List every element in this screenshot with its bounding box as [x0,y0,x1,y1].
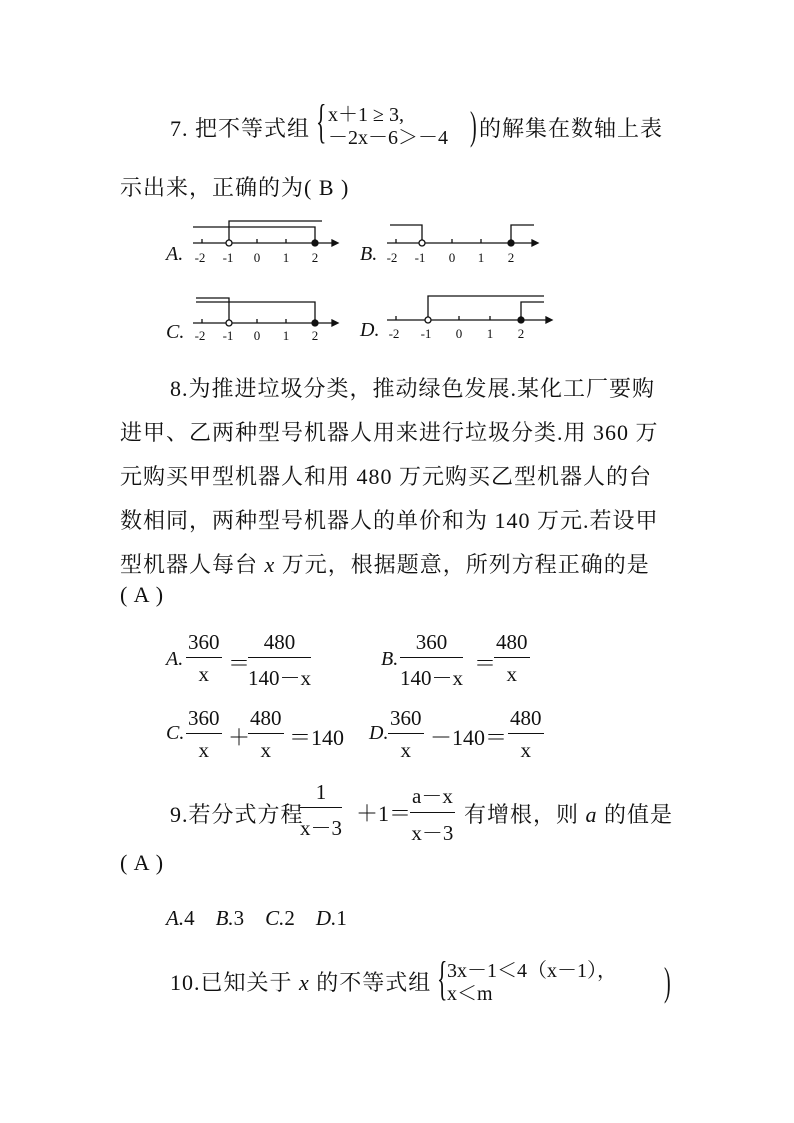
numerator: 360 [388,706,424,734]
q8-var-x: x [264,552,276,577]
q7c-tick: 2 [311,328,319,342]
q8-line3: 元购买甲型机器人和用 480 万元购买乙型机器人的台 [120,464,653,489]
q9-prefix: 9.若分式方程 [170,802,304,827]
q8-a-frac2 [248,630,311,692]
q8-b-label: B. [381,648,399,670]
q9-suffix-post: 的值是 [597,802,674,827]
q7b-tick: 0 [448,250,456,265]
q9-suffix [464,798,673,829]
denominator: x [400,738,411,762]
q7a-tick: -1 [222,250,234,265]
q8-line5 [120,548,650,579]
q8-line1: 8.为推进垃圾分类，推动绿色发展.某化工厂要购 [170,376,656,401]
q7-prefix: 7. 把不等式组 [170,116,311,141]
q10-ineq-1: 3x－1＜4（x－1）， [447,960,617,982]
q7-left-brace: { [316,95,327,148]
q8-line4: 数相同，两种型号机器人的单价和为 140 万元.若设甲 [120,508,659,533]
q7d-tick: 1 [486,326,494,341]
q9-choice-a-value: 4 [184,906,195,930]
numerator: a－x [410,780,455,813]
q8-b-eq: ＝ [474,651,497,676]
q7-suffix: 的解集在数轴上表 [479,116,664,141]
q7-system [328,104,448,150]
q7b-tick: 1 [477,250,485,265]
denominator: 140－x [248,666,311,690]
q7-ineq-2: －2x－6＞－4 [328,127,448,149]
numerator: 360 [400,630,463,658]
q8-c-label: C. [166,722,185,744]
numerator: 480 [508,706,544,734]
q9-var-a: a [585,802,598,827]
q7d-tick: 2 [517,326,525,341]
numerator: 360 [186,630,222,658]
q7-option-c-label: C. [166,321,185,343]
q7-option-b-label: B. [360,243,378,265]
q8-d-frac1 [388,706,424,763]
q7c-tick: 1 [282,328,290,342]
numerator: 1 [300,780,342,808]
q9-choice-d-label: D. [315,906,337,930]
q8-c-rest: ＝140 [289,725,345,750]
numerator: 480 [248,706,284,734]
q8-b-frac1 [400,630,463,692]
q8-line5-post: 万元，根据题意，所列方程正确的是 [275,552,650,577]
q10-system [447,960,617,1006]
denominator: x [198,738,209,762]
q10-right-paren: ) [664,959,671,1004]
q10-prefix [170,966,431,997]
q7d-tick: -2 [388,326,400,341]
q7b-tick: -2 [386,250,398,265]
q8-c-plus: ＋ [228,725,251,750]
numerator: 480 [494,630,530,658]
q7-line2: 示出来，正确的为( B ) [120,175,350,200]
q9-answer: ( A ) [120,850,165,875]
q10-mid: 的不等式组 [309,970,432,995]
q7a-tick: 1 [282,250,290,265]
q9-choice-b-label: B. [215,906,234,930]
q10-ineq-2: x＜m [447,983,493,1005]
q9-frac1 [300,780,342,842]
q7-option-d-label: D. [360,319,380,341]
q8-a-eq: ＝ [228,651,251,676]
q7c-tick: 0 [253,328,261,342]
numerator: 480 [248,630,311,658]
q7-ineq-1: x＋1 ≥ 3, [328,104,404,126]
q8-answer: ( A ) [120,582,165,607]
q8-d-label: D. [369,722,389,744]
q9-mid: ＋1＝ [356,801,412,826]
q8-line5-pre: 型机器人每台 [120,552,265,577]
q7-option-a-label: A. [166,243,184,265]
q8-b-frac2 [494,630,530,687]
q7c-tick: -1 [222,328,234,342]
q8-c-frac1 [186,706,222,763]
q7a-tick: 0 [253,250,261,265]
q7d-tick: -1 [420,326,432,341]
q9-choice-a-label: A. [166,906,185,930]
denominator: x [520,738,531,762]
q8-d-frac2 [508,706,544,763]
q7a-tick: -2 [194,250,206,265]
q7c-tick: -2 [194,328,206,342]
q7b-tick: 2 [507,250,515,265]
denominator: x [260,738,271,762]
q7a-tick: 2 [311,250,319,265]
q9-choice-d-value: 1 [336,906,347,930]
q8-line2: 进甲、乙两种型号机器人用来进行垃圾分类.用 360 万 [120,420,659,445]
q8-d-rest: －140＝ [430,725,508,750]
numerator: 360 [186,706,222,734]
q7b-tick: -1 [414,250,426,265]
denominator: x [506,662,517,686]
q10-prefix-text: 10.已知关于 [170,970,300,995]
q9-frac2 [410,780,455,847]
q7d-tick: 0 [455,326,463,341]
q9-choice-c-label: C. [265,906,285,930]
q9-choices [166,906,347,931]
denominator: x [198,662,209,686]
q9-choice-c-value: 2 [284,906,295,930]
denominator: 140－x [400,666,463,690]
q7-right-paren: ) [470,103,477,148]
q8-a-frac1 [186,630,222,687]
q9-suffix-pre: 有增根，则 [464,802,586,827]
denominator: x－3 [411,821,454,845]
q8-a-label: A. [166,648,184,670]
q10-var-x: x [299,970,310,995]
denominator: x－3 [300,816,342,840]
q10-left-brace: { [437,952,448,1005]
q8-c-frac2 [248,706,284,763]
q9-choice-b-value: 3 [233,906,245,930]
